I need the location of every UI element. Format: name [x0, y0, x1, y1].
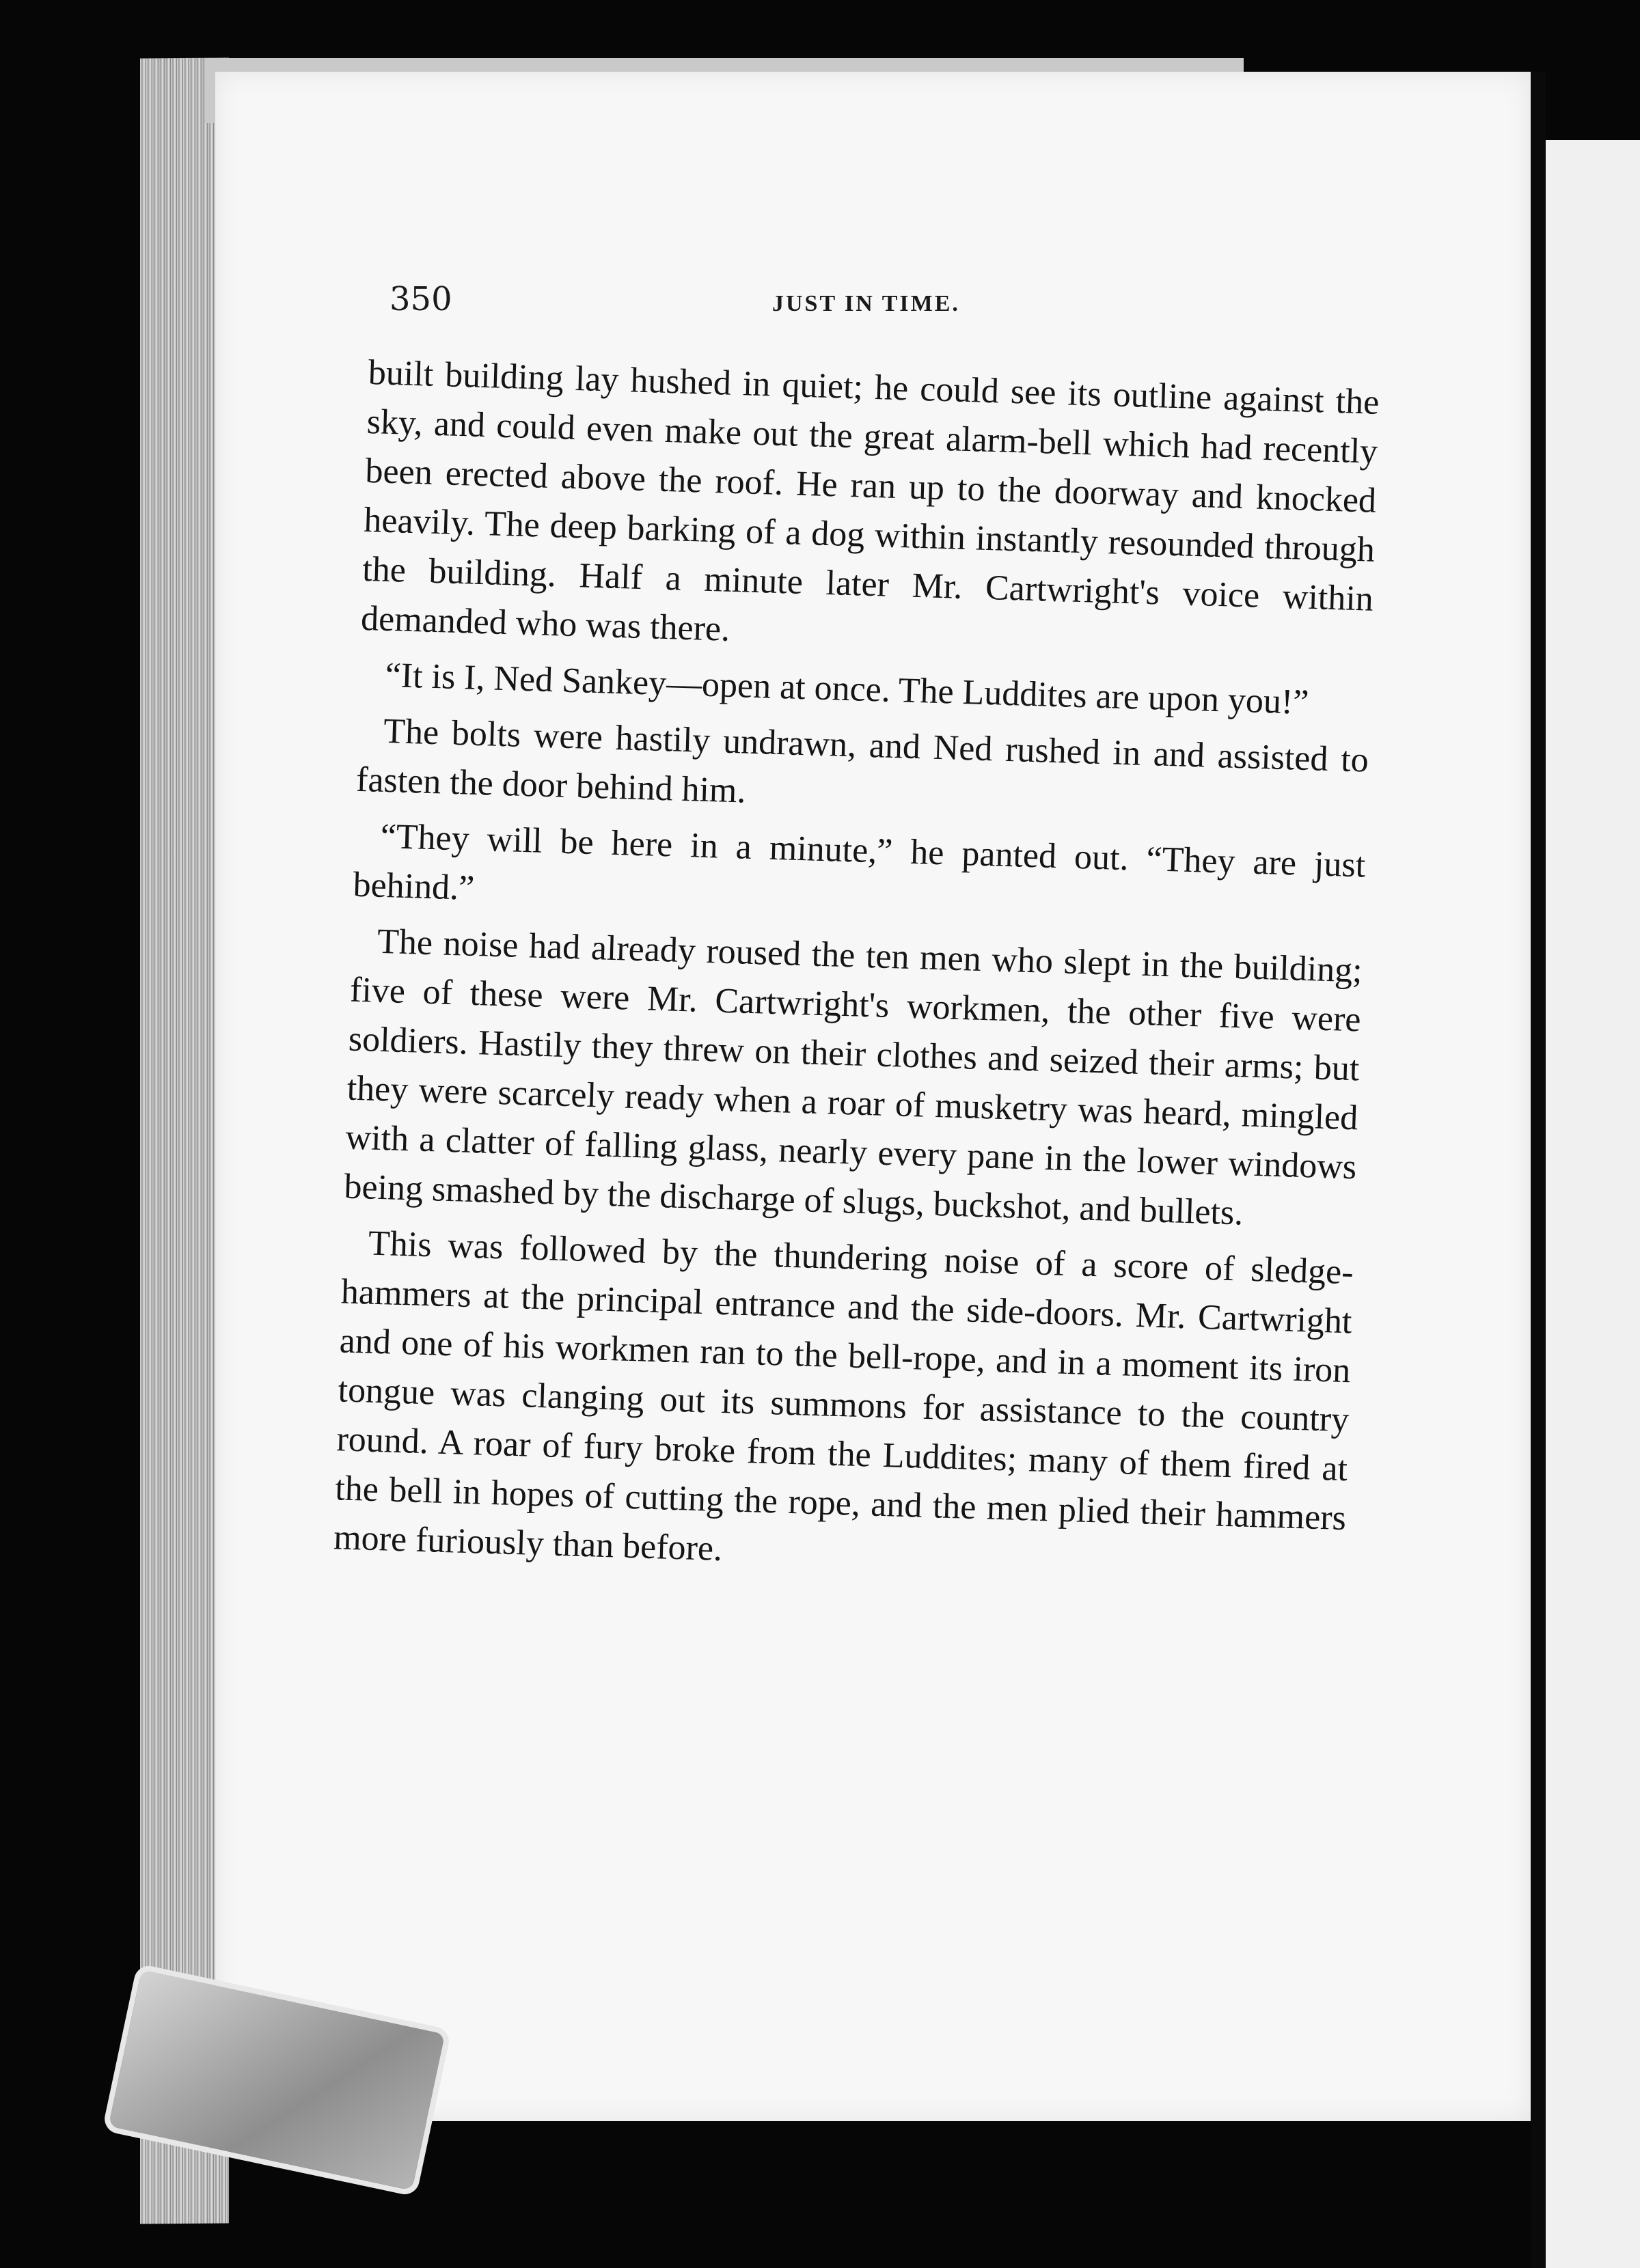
- paragraph: This was followed by the thundering noise of a score of sledge-hammers at the principal entrance and the side-doors. Mr. Cartwright and one of his workmen ran to the bell-rope, and in a moment its iron tongue was clanging out its summons for assistance to the country round. A roar of fury broke from the Luddites; many of them fired at the bell in hopes of cutting the rope, and the men plied their hammers more furiously than before.: [333, 1223, 1354, 1569]
- page-number: 350: [390, 280, 452, 318]
- running-title: JUST IN TIME.: [772, 291, 960, 316]
- paragraph: built building lay hushed in quiet; he could see its outline against the sky, and could even make out the great alarm-bell which had recently been erected above the roof. He ran up to the doorway and knocked heavily. The deep barking of a dog within instantly resounded through the building. Half a minute later Mr. Cartwright's voice within demanded who was there.: [360, 352, 1380, 649]
- facing-page-edge: [1546, 140, 1640, 2268]
- gutter: [1531, 72, 1546, 2268]
- paragraph: “They will be here in a minute,” he panted out. “They are just behind.”: [352, 816, 1367, 908]
- paragraph: The bolts were hastily undrawn, and Ned rushed in and assisted to fasten the door behind him.: [355, 711, 1369, 811]
- paragraph: “It is I, Ned Sankey—open at once. The Luddites are upon you!”: [384, 655, 1310, 723]
- paragraph: The noise had already roused the ten men who slept in the building; five of these were Mr. Cartwright's workmen, the other five were soldiers. Hastily they threw on their clothes and seized their arms; but they were scarcely ready when a roar of musketry was heard, mingled with a clatter of falling glass, nearly every pane in the lower windows being smashed by the discharge of slugs, buckshot, and bullets.: [343, 922, 1363, 1233]
- body-text: [333, 348, 1380, 1599]
- page-header: [390, 280, 1401, 335]
